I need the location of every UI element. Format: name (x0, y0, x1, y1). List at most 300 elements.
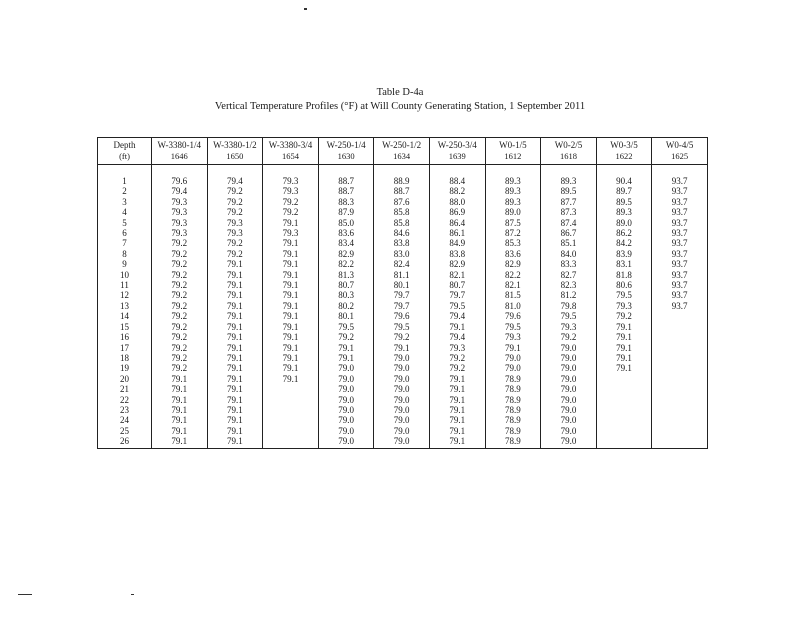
temperature-cell: 79.2 (207, 186, 263, 196)
depth-cell: 24 (98, 415, 152, 425)
temperature-cell: 79.2 (152, 322, 208, 332)
temperature-cell: 79.0 (541, 405, 597, 415)
temperature-cell (652, 311, 708, 321)
depth-cell: 15 (98, 322, 152, 332)
temperature-cell: 88.4 (429, 176, 485, 186)
station-name: W0-2/5 (554, 140, 583, 150)
temperature-cell: 79.8 (541, 301, 597, 311)
temperature-cell: 79.1 (263, 332, 319, 342)
temperature-cell: 79.0 (374, 426, 430, 436)
temperature-cell: 79.2 (152, 259, 208, 269)
temperature-cell: 90.4 (596, 176, 652, 186)
temperature-cell: 80.1 (318, 311, 374, 321)
depth-cell: 2 (98, 186, 152, 196)
temperature-cell (652, 374, 708, 384)
temperature-cell: 79.2 (374, 332, 430, 342)
temperature-cell: 79.0 (318, 374, 374, 384)
depth-cell: 4 (98, 207, 152, 217)
temperature-cell: 93.7 (652, 218, 708, 228)
temperature-cell: 82.2 (318, 259, 374, 269)
temperature-cell: 79.3 (207, 218, 263, 228)
temperature-cell: 79.1 (263, 280, 319, 290)
station-time: 1650 (226, 151, 244, 161)
temperature-cell: 89.3 (485, 186, 541, 196)
temperature-cell: 79.1 (152, 426, 208, 436)
temperature-cell: 84.6 (374, 228, 430, 238)
spacer-row (98, 165, 708, 177)
temperature-cell: 79.1 (263, 343, 319, 353)
table-row (98, 311, 708, 321)
temperature-cell: 79.1 (596, 353, 652, 363)
temperature-cell: 79.0 (541, 426, 597, 436)
temperature-cell: 87.2 (485, 228, 541, 238)
temperature-cell: 79.1 (263, 353, 319, 363)
temperature-cell: 82.9 (485, 259, 541, 269)
temperature-cell: 82.3 (541, 280, 597, 290)
station-name: W-3380-1/2 (213, 140, 257, 150)
depth-header-unit: (ft) (119, 151, 130, 161)
temperature-cell: 79.0 (541, 363, 597, 373)
temperature-cell: 89.0 (485, 207, 541, 217)
temperature-cell: 84.2 (596, 238, 652, 248)
temperature-cell: 79.1 (207, 311, 263, 321)
table-row (98, 301, 708, 311)
temperature-cell: 79.4 (429, 332, 485, 342)
temperature-cell: 93.7 (652, 290, 708, 300)
temperature-cell: 93.7 (652, 249, 708, 259)
temperature-cell: 79.3 (541, 322, 597, 332)
temperature-cell: 87.3 (541, 207, 597, 217)
temperature-cell: 93.7 (652, 301, 708, 311)
temperature-cell (652, 426, 708, 436)
temperature-cell: 79.1 (207, 395, 263, 405)
temperature-cell: 83.6 (318, 228, 374, 238)
temperature-cell: 87.7 (541, 197, 597, 207)
temperature-cell: 79.1 (374, 343, 430, 353)
temperature-cell: 89.3 (485, 176, 541, 186)
table-row (98, 259, 708, 269)
temperature-cell: 79.0 (485, 363, 541, 373)
temperature-cell: 79.0 (541, 395, 597, 405)
temperature-cell: 81.3 (318, 270, 374, 280)
temperature-cell: 79.1 (207, 280, 263, 290)
temperature-cell: 79.0 (541, 384, 597, 394)
temperature-cell: 79.2 (596, 311, 652, 321)
temperature-cell: 79.1 (207, 270, 263, 280)
temperature-cell: 88.7 (318, 176, 374, 186)
temperature-cell: 79.5 (318, 322, 374, 332)
depth-cell: 16 (98, 332, 152, 342)
temperature-cell: 79.2 (152, 280, 208, 290)
table-row (98, 374, 708, 384)
temperature-cell: 82.1 (485, 280, 541, 290)
temperature-cell: 79.2 (152, 353, 208, 363)
header-row (98, 138, 708, 165)
temperature-cell: 79.0 (374, 384, 430, 394)
temperature-cell: 78.9 (485, 436, 541, 448)
temperature-cell: 79.0 (374, 405, 430, 415)
table-body (98, 165, 708, 449)
temperature-cell: 82.9 (429, 259, 485, 269)
temperature-cell (596, 415, 652, 425)
temperature-cell: 79.1 (207, 259, 263, 269)
temperature-cell: 79.3 (263, 186, 319, 196)
column-header (485, 138, 541, 165)
column-header (374, 138, 430, 165)
temperature-cell: 93.7 (652, 176, 708, 186)
temperature-cell: 79.1 (207, 363, 263, 373)
temperature-cell: 79.0 (318, 415, 374, 425)
temperature-cell: 78.9 (485, 405, 541, 415)
temperature-cell (652, 436, 708, 448)
temperature-cell: 80.7 (429, 280, 485, 290)
depth-cell: 8 (98, 249, 152, 259)
temperature-cell: 79.2 (152, 343, 208, 353)
temperature-cell (652, 363, 708, 373)
temperature-cell: 83.0 (374, 249, 430, 259)
temperature-cell (263, 405, 319, 415)
temperature-cell (596, 436, 652, 448)
temperature-cell: 83.8 (374, 238, 430, 248)
table-row (98, 270, 708, 280)
table-row (98, 343, 708, 353)
scan-mark (131, 594, 134, 595)
temperature-cell: 83.1 (596, 259, 652, 269)
temperature-cell: 78.9 (485, 384, 541, 394)
temperature-cell: 79.6 (485, 311, 541, 321)
station-name: W-250-1/4 (326, 140, 366, 150)
temperature-cell: 79.1 (596, 322, 652, 332)
column-header (652, 138, 708, 165)
temperature-cell: 79.1 (207, 384, 263, 394)
temperature-cell: 79.1 (263, 363, 319, 373)
temperature-cell: 79.0 (541, 343, 597, 353)
temperature-cell: 79.1 (152, 436, 208, 448)
temperature-cell: 79.7 (374, 301, 430, 311)
temperature-cell: 83.8 (429, 249, 485, 259)
temperature-cell (263, 436, 319, 448)
temperature-cell: 79.1 (429, 384, 485, 394)
temperature-cell: 93.7 (652, 186, 708, 196)
temperature-cell: 83.3 (541, 259, 597, 269)
temperature-cell (652, 353, 708, 363)
temperature-cell: 79.1 (263, 301, 319, 311)
depth-cell: 20 (98, 374, 152, 384)
column-header (429, 138, 485, 165)
temperature-cell: 79.4 (152, 186, 208, 196)
temperature-cell: 79.0 (541, 415, 597, 425)
temperature-cell: 79.1 (152, 374, 208, 384)
temperature-cell: 79.3 (596, 301, 652, 311)
depth-header (98, 138, 152, 165)
column-header (152, 138, 208, 165)
temperature-cell: 79.1 (207, 332, 263, 342)
temperature-cell: 79.1 (207, 426, 263, 436)
temperature-cell: 89.5 (596, 197, 652, 207)
temperature-cell (596, 384, 652, 394)
table-row (98, 218, 708, 228)
temperature-cell: 79.3 (263, 176, 319, 186)
temperature-cell: 79.0 (318, 384, 374, 394)
temperature-cell: 79.1 (318, 343, 374, 353)
temperature-cell: 80.3 (318, 290, 374, 300)
station-name: W-250-1/2 (382, 140, 422, 150)
temperature-cell: 79.2 (207, 238, 263, 248)
depth-cell: 25 (98, 426, 152, 436)
temperature-cell: 79.1 (263, 290, 319, 300)
temperature-cell: 80.2 (318, 301, 374, 311)
table-row (98, 322, 708, 332)
depth-cell: 9 (98, 259, 152, 269)
table-subtitle: Vertical Temperature Profiles (°F) at Will County Generating Station, 1 September 2011 (214, 101, 586, 112)
temperature-cell: 89.5 (541, 186, 597, 196)
temperature-cell: 79.7 (374, 290, 430, 300)
temperature-cell (596, 374, 652, 384)
scan-mark (18, 594, 32, 595)
temperature-cell: 85.8 (374, 218, 430, 228)
temperature-cell: 84.0 (541, 249, 597, 259)
temperature-cell: 88.7 (374, 186, 430, 196)
depth-cell: 23 (98, 405, 152, 415)
temperature-cell: 79.1 (596, 332, 652, 342)
temperature-cell: 79.0 (374, 353, 430, 363)
depth-cell: 3 (98, 197, 152, 207)
temperature-cell (596, 395, 652, 405)
temperature-cell: 79.2 (152, 290, 208, 300)
temperature-cell: 83.9 (596, 249, 652, 259)
temperature-cell: 79.1 (263, 238, 319, 248)
depth-cell: 11 (98, 280, 152, 290)
temperature-cell: 79.0 (318, 405, 374, 415)
temperature-cell: 79.0 (318, 426, 374, 436)
station-time: 1618 (559, 151, 577, 161)
temperature-cell: 78.9 (485, 415, 541, 425)
depth-cell: 22 (98, 395, 152, 405)
temperature-cell (652, 415, 708, 425)
temperature-cell: 93.7 (652, 197, 708, 207)
depth-cell: 1 (98, 176, 152, 186)
temperature-cell: 79.1 (152, 405, 208, 415)
temperature-cell: 79.0 (318, 395, 374, 405)
table-title: Table D-4a (376, 87, 424, 98)
temperature-cell (652, 384, 708, 394)
temperature-cell: 89.3 (596, 207, 652, 217)
depth-cell: 18 (98, 353, 152, 363)
temperature-cell: 79.0 (374, 363, 430, 373)
depth-cell: 6 (98, 228, 152, 238)
temperature-cell: 79.1 (207, 405, 263, 415)
temperature-cell (596, 426, 652, 436)
temperature-cell: 89.0 (596, 218, 652, 228)
temperature-cell: 80.6 (596, 280, 652, 290)
table-row (98, 415, 708, 425)
temperature-cell: 79.1 (429, 374, 485, 384)
temperature-cell: 79.1 (152, 395, 208, 405)
temperature-cell: 79.2 (429, 363, 485, 373)
temperature-cell: 79.1 (429, 426, 485, 436)
temperature-cell (596, 405, 652, 415)
temperature-cell: 82.1 (429, 270, 485, 280)
temperature-cell: 88.3 (318, 197, 374, 207)
depth-cell: 19 (98, 363, 152, 373)
temperature-cell: 79.1 (429, 405, 485, 415)
temperature-cell: 79.3 (152, 228, 208, 238)
temperature-cell: 79.3 (429, 343, 485, 353)
temperature-cell: 82.4 (374, 259, 430, 269)
temperature-cell: 88.7 (318, 186, 374, 196)
temperature-cell: 79.3 (207, 228, 263, 238)
temperature-cell: 79.1 (207, 301, 263, 311)
temperature-cell: 78.9 (485, 426, 541, 436)
table-row (98, 426, 708, 436)
temperature-cell: 88.9 (374, 176, 430, 186)
table-row (98, 186, 708, 196)
temperature-cell: 87.4 (541, 218, 597, 228)
temperature-cell: 79.3 (263, 228, 319, 238)
temperature-cell (652, 343, 708, 353)
temperature-cell: 85.1 (541, 238, 597, 248)
temperature-cell: 79.2 (207, 197, 263, 207)
temperature-cell: 78.9 (485, 374, 541, 384)
depth-cell: 17 (98, 343, 152, 353)
table-row (98, 395, 708, 405)
temperature-cell: 79.0 (374, 395, 430, 405)
temperature-cell: 79.1 (207, 436, 263, 448)
temperature-cell: 79.1 (596, 363, 652, 373)
temperature-cell: 79.1 (429, 436, 485, 448)
temperature-cell: 83.6 (485, 249, 541, 259)
depth-cell: 12 (98, 290, 152, 300)
table-row (98, 384, 708, 394)
depth-cell: 13 (98, 301, 152, 311)
station-name: W-250-3/4 (437, 140, 477, 150)
temperature-cell: 85.3 (485, 238, 541, 248)
temperature-cell: 85.0 (318, 218, 374, 228)
table-row (98, 332, 708, 342)
station-name: W-3380-3/4 (268, 140, 313, 150)
temperature-cell: 79.1 (429, 395, 485, 405)
temperature-cell: 79.1 (596, 343, 652, 353)
temperature-cell (652, 332, 708, 342)
temperature-cell: 84.9 (429, 238, 485, 248)
station-time: 1612 (504, 151, 522, 161)
temperature-cell: 79.1 (207, 290, 263, 300)
temperature-cell: 79.0 (374, 374, 430, 384)
temperature-cell: 86.9 (429, 207, 485, 217)
temperature-cell: 79.2 (152, 332, 208, 342)
temperature-cell (263, 384, 319, 394)
temperature-cell: 87.9 (318, 207, 374, 217)
temperature-cell: 79.1 (263, 311, 319, 321)
temperature-cell: 79.3 (152, 207, 208, 217)
station-time: 1646 (170, 151, 188, 161)
depth-cell: 14 (98, 311, 152, 321)
table-row (98, 353, 708, 363)
temperature-cell: 93.7 (652, 259, 708, 269)
temperature-cell: 85.8 (374, 207, 430, 217)
temperature-cell: 79.2 (429, 353, 485, 363)
temperature-cell: 80.7 (318, 280, 374, 290)
column-header (541, 138, 597, 165)
temperature-cell: 79.2 (152, 249, 208, 259)
temperature-cell: 87.5 (485, 218, 541, 228)
temperature-cell: 79.2 (207, 207, 263, 217)
temperature-cell: 93.7 (652, 207, 708, 217)
depth-header-label: Depth (113, 140, 136, 150)
temperature-cell: 79.0 (541, 436, 597, 448)
temperature-cell: 79.1 (263, 218, 319, 228)
table-row (98, 207, 708, 217)
temperature-cell: 79.0 (541, 353, 597, 363)
temperature-cell: 79.2 (152, 238, 208, 248)
temperature-cell: 79.1 (152, 415, 208, 425)
station-time: 1634 (393, 151, 411, 161)
temperature-cell: 88.2 (429, 186, 485, 196)
temperature-cell: 79.1 (207, 343, 263, 353)
temperature-cell: 79.1 (152, 384, 208, 394)
temperature-cell: 86.4 (429, 218, 485, 228)
temperature-cell: 88.0 (429, 197, 485, 207)
temperature-cell: 83.4 (318, 238, 374, 248)
temperature-cell: 79.5 (596, 290, 652, 300)
table-row (98, 363, 708, 373)
temperature-cell: 93.7 (652, 280, 708, 290)
temperature-cell: 93.7 (652, 270, 708, 280)
temperature-cell: 79.2 (152, 311, 208, 321)
temperature-cell: 79.2 (318, 332, 374, 342)
depth-cell: 5 (98, 218, 152, 228)
temperature-cell: 79.2 (152, 270, 208, 280)
temperature-cell: 79.1 (207, 415, 263, 425)
temperature-cell: 79.0 (318, 436, 374, 448)
depth-cell: 10 (98, 270, 152, 280)
temperature-cell: 79.7 (429, 290, 485, 300)
temperature-cell: 82.7 (541, 270, 597, 280)
temperature-cell (652, 405, 708, 415)
temperature-cell (263, 415, 319, 425)
temperature-cell: 79.1 (485, 343, 541, 353)
temperature-cell: 81.2 (541, 290, 597, 300)
temperature-cell (652, 395, 708, 405)
table-row (98, 436, 708, 448)
temperature-cell: 79.2 (207, 249, 263, 259)
temperature-cell: 79.0 (374, 415, 430, 425)
column-header (596, 138, 652, 165)
station-name: W0-3/5 (610, 140, 638, 150)
table-row (98, 176, 708, 186)
temperature-cell: 81.0 (485, 301, 541, 311)
temperature-cell: 79.6 (374, 311, 430, 321)
temperature-cell: 79.2 (263, 197, 319, 207)
table-row (98, 197, 708, 207)
temperature-cell (652, 322, 708, 332)
temperature-cell: 89.7 (596, 186, 652, 196)
temperature-cell: 79.3 (152, 197, 208, 207)
temperature-cell: 81.1 (374, 270, 430, 280)
temperature-cell: 79.0 (374, 436, 430, 448)
station-name: W0-1/5 (499, 140, 527, 150)
temperature-cell: 79.2 (152, 363, 208, 373)
temperature-cell: 79.6 (152, 176, 208, 186)
temperature-cell: 82.9 (318, 249, 374, 259)
table-row (98, 249, 708, 259)
temperature-cell: 79.1 (263, 374, 319, 384)
temperature-cell: 79.5 (374, 322, 430, 332)
temperature-cell: 86.2 (596, 228, 652, 238)
temperature-cell: 79.1 (429, 415, 485, 425)
station-time: 1639 (448, 151, 466, 161)
temperature-profile-table (97, 137, 708, 449)
